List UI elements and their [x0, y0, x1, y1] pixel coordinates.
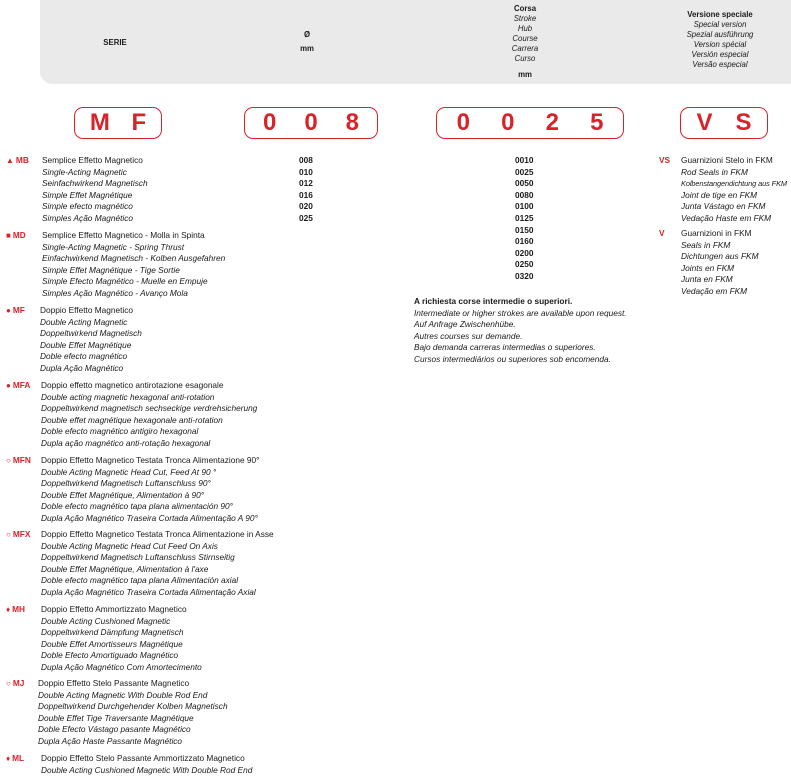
- series-translation: Dupla Ação Magnético Com Amortecimento: [41, 661, 202, 672]
- version-code-v: V: [659, 228, 665, 238]
- series-code-mfx: ○ MFX: [6, 529, 31, 539]
- header-serie: [90, 38, 140, 48]
- stroke-note-line: Autres courses sur demande.: [414, 330, 523, 341]
- series-title: Doppio Effetto Magnetico: [40, 305, 134, 315]
- series-code-mfn: ○ MFN: [6, 455, 31, 465]
- series-translation: Single-Acting Magnetic - Spring Thrust: [42, 241, 185, 252]
- stroke-translation: Hub: [517, 24, 533, 33]
- version-translation: Junta Vástago en FKM: [681, 201, 766, 212]
- series-translation: Double Acting Magnetic Head Cut Feed On Axis: [41, 540, 218, 551]
- series-translation: Doble efecto magnético: [40, 351, 128, 362]
- stroke-translation: Course: [512, 34, 538, 43]
- series-translation: Double Acting Magnetic Head Cut, Feed At 90 °: [41, 466, 217, 477]
- diameter-symbol: Ø: [303, 30, 311, 39]
- stroke-value: 0250: [515, 259, 534, 270]
- code-char: 8: [345, 109, 359, 137]
- stroke-value: 0200: [515, 247, 534, 258]
- stroke-note-line: Bajo demanda carreras intermedias o superiores.: [414, 342, 596, 353]
- diameter-unit: mm: [300, 44, 314, 53]
- stroke-value: 0050: [515, 178, 534, 189]
- series-code-mb: ▲ MB: [6, 155, 29, 165]
- series-title: Doppio Effetto Magnetico Testata Tronca Alimentazione in Asse: [41, 529, 274, 539]
- series-code-ml: ♦ ML: [6, 753, 25, 763]
- stroke-note: [414, 296, 627, 366]
- stroke-translation: Curso: [514, 54, 536, 63]
- series-title: Doppio effetto magnetico antirotazione esagonale: [41, 380, 224, 390]
- diameter-value: 020: [299, 201, 313, 212]
- special-translation: Spezial ausführung: [686, 30, 754, 39]
- series-block-mfx: [41, 529, 274, 599]
- diameter-value: 008: [299, 155, 313, 165]
- series-title: Semplice Effetto Magnetico - Molla in Spinta: [42, 230, 205, 240]
- series-code-mf: ● MF: [6, 305, 25, 315]
- series-block-mj: [38, 678, 228, 748]
- series-translation: Simples Ação Magnético: [42, 212, 134, 223]
- code-char: F: [131, 109, 147, 137]
- series-translation: Doppeltwirkend magnetisch sechseckige verdrehsicherung: [41, 403, 258, 414]
- series-translation: Doppeltwirkend Magnetisch: [40, 328, 142, 339]
- series-block-mb: [42, 155, 148, 225]
- code-char: V: [696, 109, 713, 137]
- series-translation: Doble Efecto Amortiguado Magnético: [41, 650, 179, 661]
- code-box-diameter: [244, 107, 378, 139]
- series-translation: Double Effet Magnétique, Alimentation à 90°: [41, 489, 205, 500]
- stroke-translation: Stroke: [513, 14, 537, 23]
- diameter-list: [299, 155, 313, 225]
- version-translation: Joint de tige en FKM: [681, 189, 758, 200]
- stroke-note-title: A richiesta corse intermedie o superiori.: [414, 296, 573, 306]
- series-block-md: [42, 230, 225, 300]
- series-translation: Doble Efecto Vástago pasante Magnético: [38, 724, 191, 735]
- series-translation: Double Effet Magnétique, Alimentation à l'axe: [41, 563, 209, 574]
- version-block-v: [681, 228, 758, 298]
- version-translation: Seals in FKM: [681, 239, 731, 250]
- diameter-value: 016: [299, 189, 313, 200]
- stroke-value: 0080: [515, 189, 534, 200]
- header-serie-label: SERIE: [103, 38, 127, 47]
- code-char: 0: [501, 109, 515, 137]
- code-box-version: [680, 107, 768, 139]
- stroke-value: 0320: [515, 270, 534, 281]
- series-translation: Doppeltwirkend Durchgehender Kolben Magnetisch: [38, 701, 228, 712]
- code-box-series: [74, 107, 162, 139]
- series-translation: Doppeltwirkend Dämpfung Magnetisch: [41, 627, 184, 638]
- series-translation: Doble efecto magnético antigiro hexagonal: [41, 426, 199, 437]
- series-translation: Double Effet Amortisseurs Magnétique: [41, 638, 183, 649]
- series-translation: Double Acting Cushioned Magnetic: [41, 615, 171, 626]
- code-char: 0: [262, 109, 277, 137]
- stroke-list: [515, 155, 533, 283]
- series-translation: Double Acting Magnetic With Double Rod End: [38, 689, 208, 700]
- series-translation: Double Effet Magnétique: [40, 339, 132, 350]
- code-box-stroke: [436, 107, 624, 139]
- version-translation: Junta en FKM: [681, 274, 733, 285]
- diameter-value: 025: [299, 212, 313, 223]
- series-translation: Double Effet Tige Traversante Magnétique: [38, 712, 194, 723]
- diameter-value: 012: [299, 178, 313, 189]
- version-translation: Joints en FKM: [681, 262, 735, 273]
- stroke-title: Corsa: [513, 4, 537, 13]
- stroke-value: 0160: [515, 236, 534, 247]
- version-translation: Vedação Haste em FKM: [681, 212, 772, 223]
- diameter-value: 010: [299, 166, 313, 177]
- series-translation: Dupla Ação Magnético: [40, 362, 124, 373]
- series-translation: Dupla ação magnético anti-rotação hexagonal: [41, 437, 211, 448]
- code-char: M: [89, 109, 110, 137]
- header-diameter: [290, 30, 324, 54]
- code-char: 0: [304, 109, 318, 137]
- series-translation: Einfachwirkend Magnetisch - Kolben Ausgefahren: [42, 253, 226, 264]
- version-translation: Rod Seals in FKM: [681, 166, 748, 177]
- series-title: Doppio Effetto Stelo Passante Magnetico: [38, 678, 190, 688]
- version-title: Guarnizioni Stelo in FKM: [681, 155, 773, 165]
- code-char: 2: [545, 109, 559, 137]
- series-translation: Dupla Ação Magnético Traseira Cortada Alimentação Axial: [41, 586, 256, 597]
- stroke-value: 0100: [515, 201, 534, 212]
- series-translation: Double Acting Magnetic: [40, 316, 128, 327]
- series-block-mh: [41, 604, 202, 674]
- stroke-note-line: Cursos intermediários ou superiores sob encomenda.: [414, 353, 611, 364]
- series-block-mfa: [41, 380, 257, 450]
- series-translation: Single-Acting Magnetic: [42, 166, 127, 177]
- series-translation: Dupla Ação Magnético Traseira Cortada Alimentação A 90°: [41, 512, 258, 523]
- series-translation: Simple Effet Magnétique - Tige Sortie: [42, 264, 180, 275]
- stroke-value: 0025: [515, 166, 534, 177]
- series-translation: Doppeltwirkend Magnetisch Luftanschluss Stirnseitig: [41, 552, 235, 563]
- series-translation: Simple efecto magnético: [42, 201, 133, 212]
- series-translation: Simple Efecto Magnético - Muelle en Empuje: [42, 276, 208, 287]
- series-title: Doppio Effetto Ammortizzato Magnetico: [41, 604, 187, 614]
- series-translation: Doble efecto magnético tapa plana Alimentación axial: [41, 575, 239, 586]
- header-stroke: [490, 4, 560, 80]
- version-code-vs: VS: [659, 155, 671, 165]
- series-code-mfa: ● MFA: [6, 380, 31, 390]
- series-translation: Dupla Ação Haste Passante Magnético: [38, 735, 183, 746]
- special-translation: Versión especial: [691, 50, 749, 59]
- code-char: 0: [456, 109, 470, 137]
- series-title: Doppio Effetto Magnetico Testata Tronca Alimentazione 90°: [41, 455, 260, 465]
- series-translation: Double effet magnétique hexagonale anti-rotation: [41, 414, 223, 425]
- series-code-mj: ○ MJ: [6, 678, 25, 688]
- series-title: Semplice Effetto Magnetico: [42, 155, 143, 165]
- series-code-mh: ♦ MH: [6, 604, 25, 614]
- stroke-note-line: Auf Anfrage Zwischenhübe.: [414, 319, 516, 330]
- series-block-mfn: [41, 455, 259, 525]
- series-block-mf: [40, 305, 142, 375]
- series-translation: Simples Ação Magnético - Avanço Mola: [42, 287, 188, 298]
- special-translation: Version spécial: [693, 40, 747, 49]
- series-translation: Double Acting Cushioned Magnetic With Double Rod End: [41, 764, 253, 775]
- series-block-ml: [41, 753, 252, 776]
- code-char: 5: [590, 109, 604, 137]
- version-title: Guarnizioni in FKM: [681, 228, 752, 238]
- version-block-vs: [681, 155, 787, 225]
- special-translation: Special version: [693, 20, 747, 29]
- series-translation: Doble efecto magnético tapa plana alimentación 90°: [41, 501, 233, 512]
- stroke-value: 0010: [515, 155, 534, 165]
- version-translation: Dichtungen aus FKM: [681, 251, 759, 262]
- series-translation: Doppeltwirkend Magnetisch Luftanschluss 90°: [41, 478, 211, 489]
- series-title: Doppio Effetto Stelo Passante Ammortizzato Magnetico: [41, 753, 245, 763]
- version-translation: Kolbenstangendichtung aus FKM: [681, 179, 787, 189]
- special-translation: Versão especial: [692, 60, 748, 69]
- series-translation: Double acting magnetic hexagonal anti-rotation: [41, 391, 215, 402]
- stroke-value: 0125: [515, 212, 534, 223]
- stroke-unit: mm: [518, 70, 532, 79]
- stroke-note-line: Intermediate or higher strokes are available upon request.: [414, 307, 627, 318]
- series-translation: Seinfachwirkend Magnetisch: [42, 178, 148, 189]
- special-title: Versione speciale: [687, 10, 753, 19]
- header-special: [668, 10, 772, 70]
- version-translation: Vedação em FKM: [681, 285, 748, 296]
- code-char: S: [735, 109, 752, 137]
- stroke-value: 0150: [515, 224, 534, 235]
- stroke-translation: Carrera: [511, 44, 539, 53]
- series-code-md: ■ MD: [6, 230, 26, 240]
- series-translation: Simple Effet Magnétique: [42, 189, 133, 200]
